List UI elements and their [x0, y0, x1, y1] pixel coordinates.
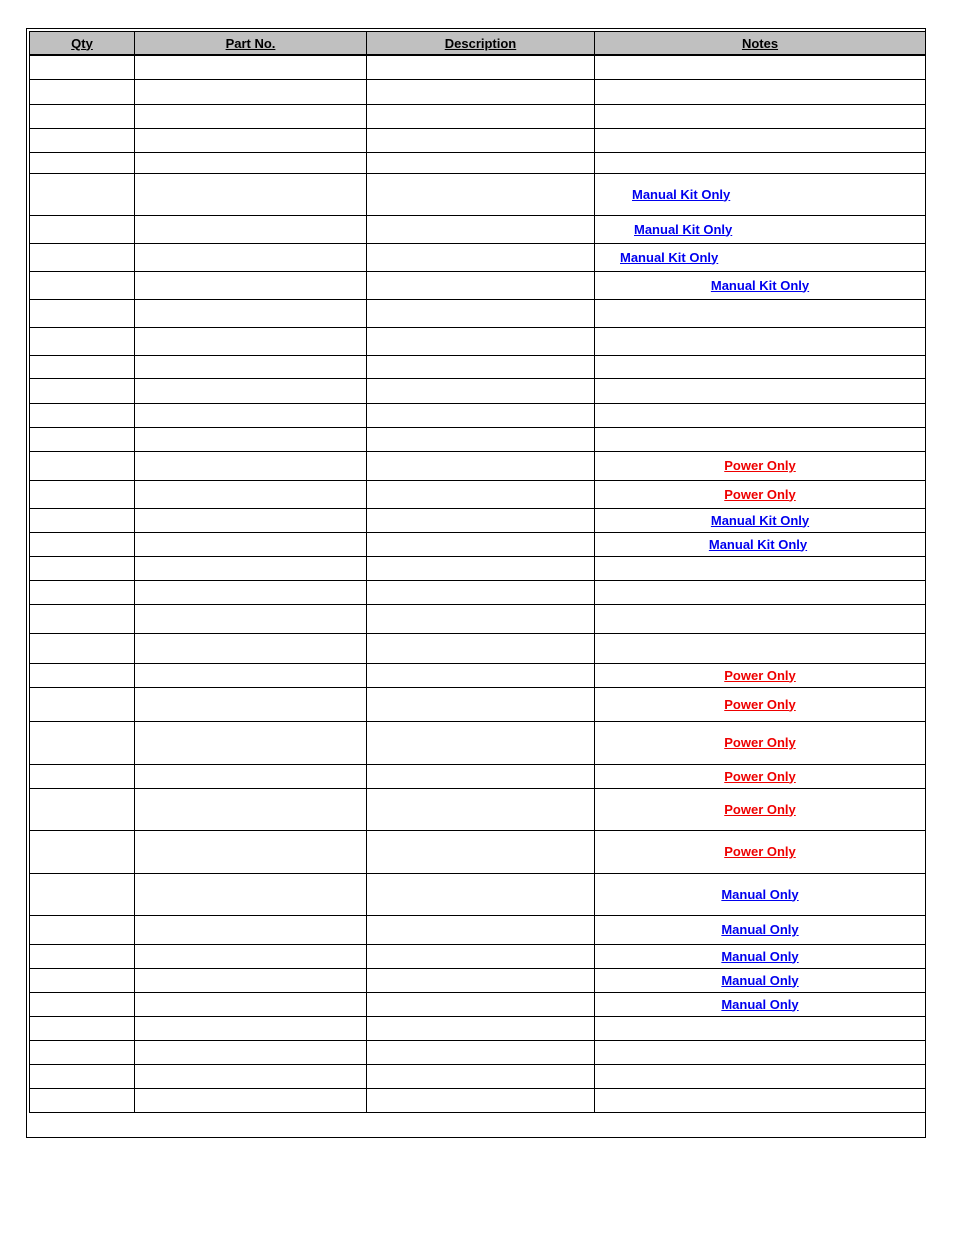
table-row — [30, 663, 926, 687]
qty-cell[interactable] — [30, 55, 135, 79]
description-cell[interactable] — [367, 355, 595, 378]
table-row — [30, 327, 926, 355]
qty-cell[interactable] — [30, 173, 135, 215]
parts-table — [29, 31, 926, 1113]
qty-cell[interactable] — [30, 243, 135, 271]
table-row — [30, 687, 926, 721]
part-no-cell[interactable] — [135, 580, 367, 604]
note-label: Manual Kit Only — [710, 512, 810, 528]
description-header — [367, 32, 595, 56]
table-row — [30, 1064, 926, 1088]
note-label: Power Only — [724, 801, 796, 817]
qty-cell[interactable] — [30, 944, 135, 968]
table-row — [30, 604, 926, 633]
part-no-cell[interactable] — [135, 480, 367, 508]
note-label: Manual Kit Only — [620, 249, 719, 265]
part-no-cell[interactable] — [135, 556, 367, 580]
description-cell[interactable] — [367, 128, 595, 152]
notes-cell[interactable] — [595, 604, 926, 633]
notes-cell[interactable] — [595, 1040, 926, 1064]
qty-cell[interactable] — [30, 788, 135, 830]
notes-cell[interactable] — [595, 663, 926, 687]
table-row — [30, 944, 926, 968]
part-no-cell[interactable] — [135, 1088, 367, 1112]
description-cell[interactable] — [367, 1040, 595, 1064]
qty-cell[interactable] — [30, 508, 135, 532]
notes-header-label: Notes — [741, 35, 779, 51]
description-cell[interactable] — [367, 243, 595, 271]
part-no-cell[interactable] — [135, 243, 367, 271]
part-no-cell[interactable] — [135, 788, 367, 830]
table-row — [30, 992, 926, 1016]
qty-cell[interactable] — [30, 992, 135, 1016]
notes-cell[interactable] — [595, 403, 926, 427]
qty-cell[interactable] — [30, 633, 135, 663]
part-no-cell[interactable] — [135, 104, 367, 128]
table-row — [30, 532, 926, 556]
qty-cell[interactable] — [30, 104, 135, 128]
table-row — [30, 556, 926, 580]
table-row — [30, 873, 926, 915]
part-no-header — [135, 32, 367, 56]
note-label: Manual Only — [721, 996, 799, 1012]
description-cell[interactable] — [367, 427, 595, 451]
description-cell[interactable] — [367, 604, 595, 633]
qty-cell[interactable] — [30, 873, 135, 915]
description-cell[interactable] — [367, 764, 595, 788]
table-row — [30, 830, 926, 873]
table-row — [30, 355, 926, 378]
qty-cell[interactable] — [30, 721, 135, 764]
notes-cell[interactable] — [595, 1064, 926, 1088]
part-no-cell[interactable] — [135, 271, 367, 299]
table-row — [30, 1088, 926, 1112]
table-row — [30, 128, 926, 152]
part-no-cell[interactable] — [135, 79, 367, 104]
description-cell[interactable] — [367, 788, 595, 830]
part-no-cell[interactable] — [135, 128, 367, 152]
description-cell[interactable] — [367, 79, 595, 104]
qty-cell[interactable] — [30, 580, 135, 604]
description-header-label: Description — [444, 35, 517, 51]
part-no-cell[interactable] — [135, 55, 367, 79]
notes-cell[interactable] — [595, 944, 926, 968]
part-no-cell[interactable] — [135, 451, 367, 480]
description-cell[interactable] — [367, 556, 595, 580]
notes-cell[interactable] — [595, 243, 926, 271]
description-cell[interactable] — [367, 299, 595, 327]
table-row — [30, 271, 926, 299]
table-row — [30, 508, 926, 532]
table-row — [30, 633, 926, 663]
description-cell[interactable] — [367, 480, 595, 508]
notes-cell[interactable] — [595, 427, 926, 451]
part-no-cell[interactable] — [135, 944, 367, 968]
notes-cell[interactable] — [595, 968, 926, 992]
qty-cell[interactable] — [30, 427, 135, 451]
notes-cell[interactable] — [595, 830, 926, 873]
table-row — [30, 721, 926, 764]
qty-cell[interactable] — [30, 327, 135, 355]
description-cell[interactable] — [367, 403, 595, 427]
table-row — [30, 968, 926, 992]
part-no-cell[interactable] — [135, 663, 367, 687]
qty-cell[interactable] — [30, 1040, 135, 1064]
notes-cell[interactable] — [595, 1016, 926, 1040]
table-row — [30, 55, 926, 79]
notes-cell[interactable] — [595, 873, 926, 915]
qty-cell[interactable] — [30, 79, 135, 104]
notes-cell[interactable] — [595, 788, 926, 830]
table-row — [30, 915, 926, 944]
notes-cell[interactable] — [595, 1088, 926, 1112]
table-row — [30, 173, 926, 215]
note-label: Manual Only — [721, 886, 799, 902]
note-label: Manual Kit Only — [710, 277, 810, 293]
table-row — [30, 1040, 926, 1064]
notes-cell[interactable] — [595, 451, 926, 480]
part-no-cell[interactable] — [135, 873, 367, 915]
qty-header — [30, 32, 135, 56]
qty-cell[interactable] — [30, 355, 135, 378]
description-cell[interactable] — [367, 580, 595, 604]
table-row — [30, 403, 926, 427]
part-no-cell[interactable] — [135, 152, 367, 173]
note-label: Power Only — [724, 486, 796, 502]
part-no-cell[interactable] — [135, 764, 367, 788]
table-row — [30, 79, 926, 104]
qty-cell[interactable] — [30, 152, 135, 173]
description-cell[interactable] — [367, 721, 595, 764]
part-no-cell[interactable] — [135, 1064, 367, 1088]
part-no-cell[interactable] — [135, 721, 367, 764]
table-row — [30, 378, 926, 403]
notes-cell[interactable] — [595, 687, 926, 721]
table-row — [30, 788, 926, 830]
notes-cell[interactable] — [595, 378, 926, 403]
notes-cell[interactable] — [595, 173, 926, 215]
qty-header-label: Qty — [71, 35, 93, 51]
description-cell[interactable] — [367, 55, 595, 79]
qty-cell[interactable] — [30, 480, 135, 508]
notes-cell[interactable] — [595, 104, 926, 128]
notes-cell[interactable] — [595, 152, 926, 173]
table-row — [30, 215, 926, 243]
qty-cell[interactable] — [30, 271, 135, 299]
notes-cell[interactable] — [595, 721, 926, 764]
part-no-cell[interactable] — [135, 299, 367, 327]
description-cell[interactable] — [367, 992, 595, 1016]
qty-cell[interactable] — [30, 532, 135, 556]
note-label: Manual Only — [721, 922, 799, 937]
description-cell[interactable] — [367, 378, 595, 403]
notes-cell[interactable] — [595, 508, 926, 532]
qty-cell[interactable] — [30, 968, 135, 992]
qty-cell[interactable] — [30, 215, 135, 243]
notes-cell[interactable] — [595, 355, 926, 378]
table-row — [30, 480, 926, 508]
notes-cell[interactable] — [595, 992, 926, 1016]
description-cell[interactable] — [367, 271, 595, 299]
description-cell[interactable] — [367, 451, 595, 480]
note-label: Manual Only — [721, 948, 799, 964]
description-cell[interactable] — [367, 915, 595, 944]
qty-cell[interactable] — [30, 378, 135, 403]
table-row — [30, 104, 926, 128]
qty-cell[interactable] — [30, 1088, 135, 1112]
description-cell[interactable] — [367, 532, 595, 556]
notes-header — [595, 32, 926, 56]
qty-cell[interactable] — [30, 764, 135, 788]
notes-cell[interactable] — [595, 556, 926, 580]
note-label: Power Only — [724, 667, 796, 683]
description-cell[interactable] — [367, 687, 595, 721]
part-no-cell[interactable] — [135, 687, 367, 721]
notes-cell[interactable] — [595, 79, 926, 104]
table-body — [30, 55, 926, 1112]
table-row — [30, 580, 926, 604]
notes-cell[interactable] — [595, 271, 926, 299]
description-cell[interactable] — [367, 1016, 595, 1040]
table-row — [30, 243, 926, 271]
description-cell[interactable] — [367, 327, 595, 355]
qty-cell[interactable] — [30, 830, 135, 873]
table-row — [30, 427, 926, 451]
notes-cell[interactable] — [595, 532, 926, 556]
qty-cell[interactable] — [30, 915, 135, 944]
part-no-cell[interactable] — [135, 215, 367, 243]
part-no-cell[interactable] — [135, 1016, 367, 1040]
qty-cell[interactable] — [30, 403, 135, 427]
description-cell[interactable] — [367, 968, 595, 992]
qty-cell[interactable] — [30, 1064, 135, 1088]
note-label: Power Only — [724, 696, 796, 712]
notes-cell[interactable] — [595, 480, 926, 508]
table-row — [30, 1016, 926, 1040]
description-cell[interactable] — [367, 173, 595, 215]
description-cell[interactable] — [367, 1064, 595, 1088]
part-no-cell[interactable] — [135, 403, 367, 427]
note-label: Manual Kit Only — [632, 186, 731, 202]
notes-cell[interactable] — [595, 55, 926, 79]
part-no-cell[interactable] — [135, 915, 367, 944]
notes-cell[interactable] — [595, 327, 926, 355]
description-cell[interactable] — [367, 215, 595, 243]
part-no-cell[interactable] — [135, 355, 367, 378]
description-cell[interactable] — [367, 633, 595, 663]
description-cell[interactable] — [367, 104, 595, 128]
part-no-cell[interactable] — [135, 830, 367, 873]
notes-cell[interactable] — [595, 633, 926, 663]
part-no-cell[interactable] — [135, 378, 367, 403]
part-no-cell[interactable] — [135, 992, 367, 1016]
qty-cell[interactable] — [30, 604, 135, 633]
notes-cell[interactable] — [595, 580, 926, 604]
table-row — [30, 764, 926, 788]
note-label: Manual Kit Only — [634, 221, 733, 237]
note-label: Manual Only — [721, 972, 799, 988]
part-no-cell[interactable] — [135, 427, 367, 451]
part-no-cell[interactable] — [135, 173, 367, 215]
header-row — [30, 32, 926, 56]
note-label: Manual Kit Only — [708, 536, 808, 552]
note-label: Power Only — [724, 458, 796, 473]
part-no-cell[interactable] — [135, 968, 367, 992]
part-no-header-label: Part No. — [225, 35, 276, 51]
qty-cell[interactable] — [30, 687, 135, 721]
part-no-cell[interactable] — [135, 604, 367, 633]
note-label: Power Only — [724, 735, 796, 750]
notes-cell[interactable] — [595, 128, 926, 152]
notes-cell[interactable] — [595, 299, 926, 327]
qty-cell[interactable] — [30, 299, 135, 327]
description-cell[interactable] — [367, 1088, 595, 1112]
description-cell[interactable] — [367, 508, 595, 532]
part-no-cell[interactable] — [135, 633, 367, 663]
part-no-cell[interactable] — [135, 327, 367, 355]
table-row — [30, 152, 926, 173]
table-row — [30, 299, 926, 327]
description-cell[interactable] — [367, 944, 595, 968]
description-cell[interactable] — [367, 873, 595, 915]
qty-cell[interactable] — [30, 128, 135, 152]
qty-cell[interactable] — [30, 663, 135, 687]
notes-cell[interactable] — [595, 915, 926, 944]
description-cell[interactable] — [367, 152, 595, 173]
part-no-cell[interactable] — [135, 508, 367, 532]
part-no-cell[interactable] — [135, 1040, 367, 1064]
notes-cell[interactable] — [595, 764, 926, 788]
qty-cell[interactable] — [30, 556, 135, 580]
table-row — [30, 451, 926, 480]
description-cell[interactable] — [367, 663, 595, 687]
note-label: Power Only — [724, 768, 796, 784]
note-label: Power Only — [724, 844, 796, 859]
qty-cell[interactable] — [30, 1016, 135, 1040]
notes-cell[interactable] — [595, 215, 926, 243]
part-no-cell[interactable] — [135, 532, 367, 556]
description-cell[interactable] — [367, 830, 595, 873]
qty-cell[interactable] — [30, 451, 135, 480]
